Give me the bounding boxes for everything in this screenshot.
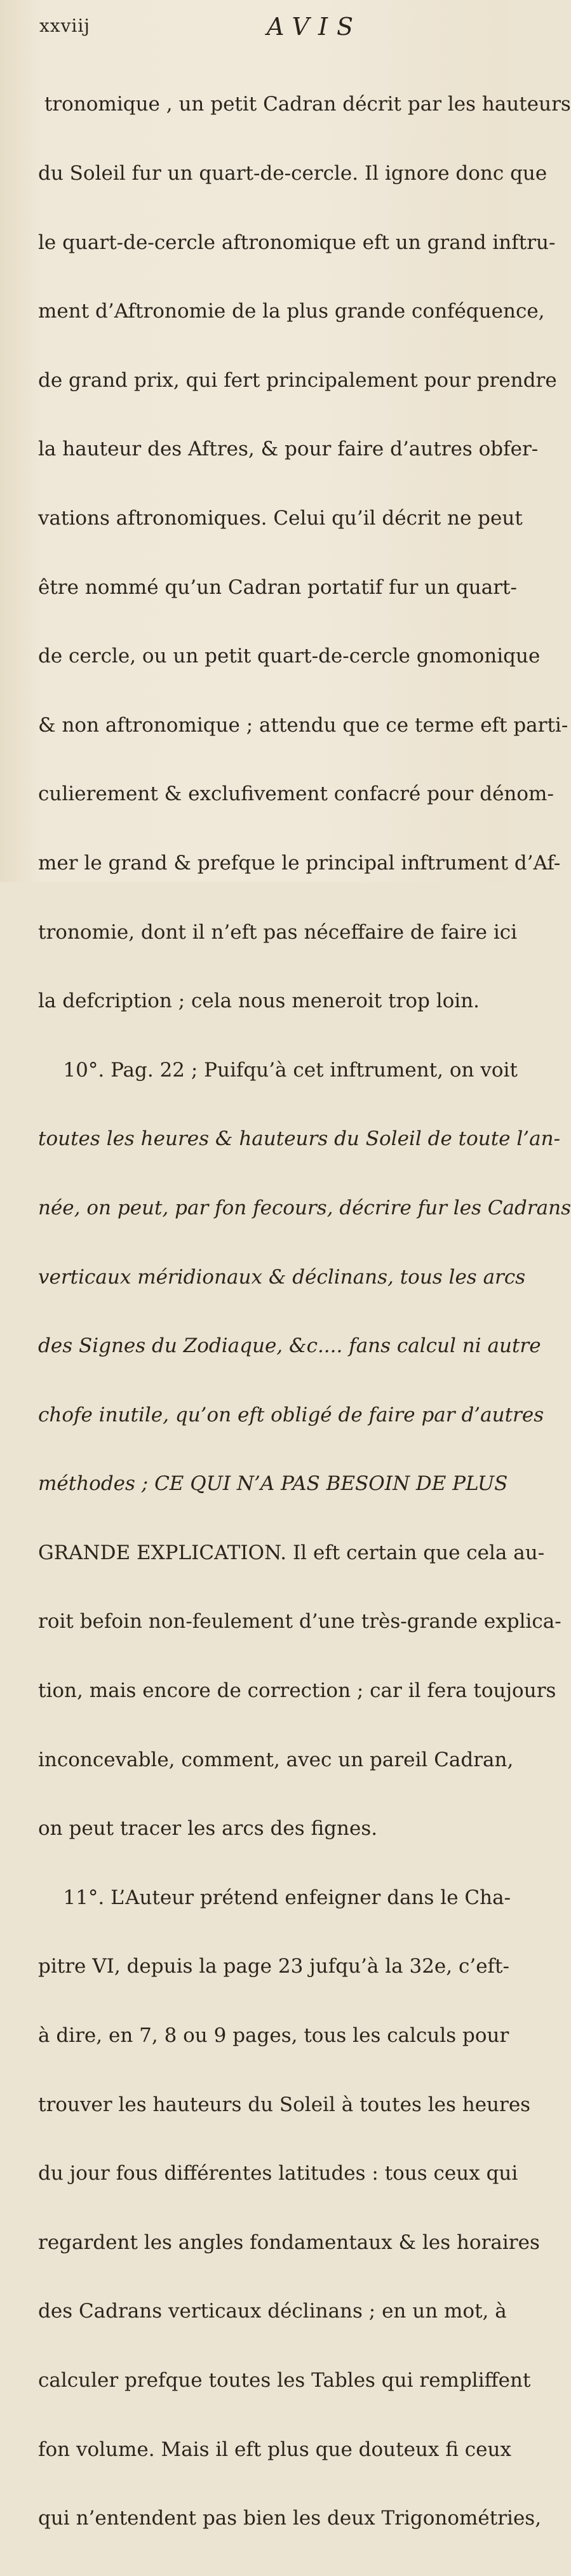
text-line: ment d’Aftronomie de la plus grande conféquence, bbox=[38, 300, 545, 323]
text-line: toutes les heures & hauteurs du Soleil de toute l’an- bbox=[38, 1127, 561, 1151]
text-line: fon volume. Mais il eft plus que douteux fi ceux bbox=[38, 2438, 511, 2461]
running-title: AVIS bbox=[267, 13, 363, 41]
text-line: 10°. Pag. 22 ; Puifqu’à cet inftrument, on voit bbox=[38, 1058, 518, 1082]
text-line: culierement & exclufivement confacré pour dénom- bbox=[38, 782, 554, 806]
text-line: mer le grand & prefque le principal inftrument d’Af- bbox=[38, 851, 561, 875]
text-line: on peut tracer les arcs des fignes. bbox=[38, 1817, 378, 1841]
text-line: du Soleil fur un quart-de-cercle. Il ignore donc que bbox=[38, 162, 547, 185]
page-header bbox=[38, 11, 483, 42]
text-line: de grand prix, qui fert principalement pour prendre bbox=[38, 368, 557, 392]
text-line: vations aftronomiques. Celui qu’il décrit ne peut bbox=[38, 506, 523, 530]
body-text bbox=[38, 47, 571, 2576]
text-line: regardent les angles fondamentaux & les horaires bbox=[38, 2231, 540, 2254]
text-line: trouver les hauteurs du Soleil à toutes les heures bbox=[38, 2093, 531, 2116]
text-line: méthodes ; CE QUI N’A PAS BESOIN DE PLUS bbox=[38, 1472, 508, 1496]
text-line: tronomie, dont il n’eft pas néceffaire de faire ici bbox=[38, 920, 518, 944]
text-line: la hauteur des Aftres, & pour faire d’autres obfer- bbox=[38, 438, 539, 461]
text-line: des Signes du Zodiaque, &c.... fans calcul ni autre bbox=[38, 1334, 541, 1358]
text-line: tion, mais encore de correction ; car il fera toujours bbox=[38, 1679, 556, 1703]
text-line: verticaux méridionaux & déclinans, tous les arcs bbox=[38, 1265, 526, 1289]
text-line: du jour fous différentes latitudes : tous ceux qui bbox=[38, 2162, 518, 2185]
text-line: roit befoin non-feulement d’une très-grande explica- bbox=[38, 1610, 561, 1633]
text-line: née, on peut, par fon fecours, décrire fur les Cadrans bbox=[38, 1196, 571, 1219]
text-line: & non aftronomique ; attendu que ce terme eft parti- bbox=[38, 713, 568, 737]
text-line: qui n’entendent pas bien les deux Trigonométries, bbox=[38, 2507, 542, 2530]
text-line: la defcription ; cela nous meneroit trop loin. bbox=[38, 989, 480, 1013]
text-line: GRANDE EXPLICATION. Il eft certain que cela au- bbox=[38, 1541, 545, 1564]
text-line: tronomique , un petit Cadran décrit par les hauteurs bbox=[38, 93, 571, 116]
text-line: pitre VI, depuis la page 23 jufqu’à la 32e, c’eft- bbox=[38, 1955, 509, 1978]
text-line: le quart-de-cercle aftronomique eft un grand inftru- bbox=[38, 231, 556, 254]
text-line: chofe inutile, qu’on eft obligé de faire par d’autres bbox=[38, 1403, 544, 1426]
text-line: des Cadrans verticaux déclinans ; en un mot, à bbox=[38, 2300, 507, 2323]
text-line: inconcevable, comment, avec un pareil Cadran, bbox=[38, 1748, 514, 1771]
text-line: à dire, en 7, 8 ou 9 pages, tous les calculs pour bbox=[38, 2024, 509, 2048]
text-line: être nommé qu’un Cadran portatif fur un quart- bbox=[38, 575, 517, 599]
page-number: xxviij bbox=[39, 15, 90, 36]
text-line: 11°. L’Auteur prétend enfeigner dans le Cha- bbox=[38, 1886, 511, 1909]
text-line: calculer prefque toutes les Tables qui rempliffent bbox=[38, 2369, 531, 2392]
text-line: de cercle, ou un petit quart-de-cercle gnomonique bbox=[38, 645, 541, 668]
